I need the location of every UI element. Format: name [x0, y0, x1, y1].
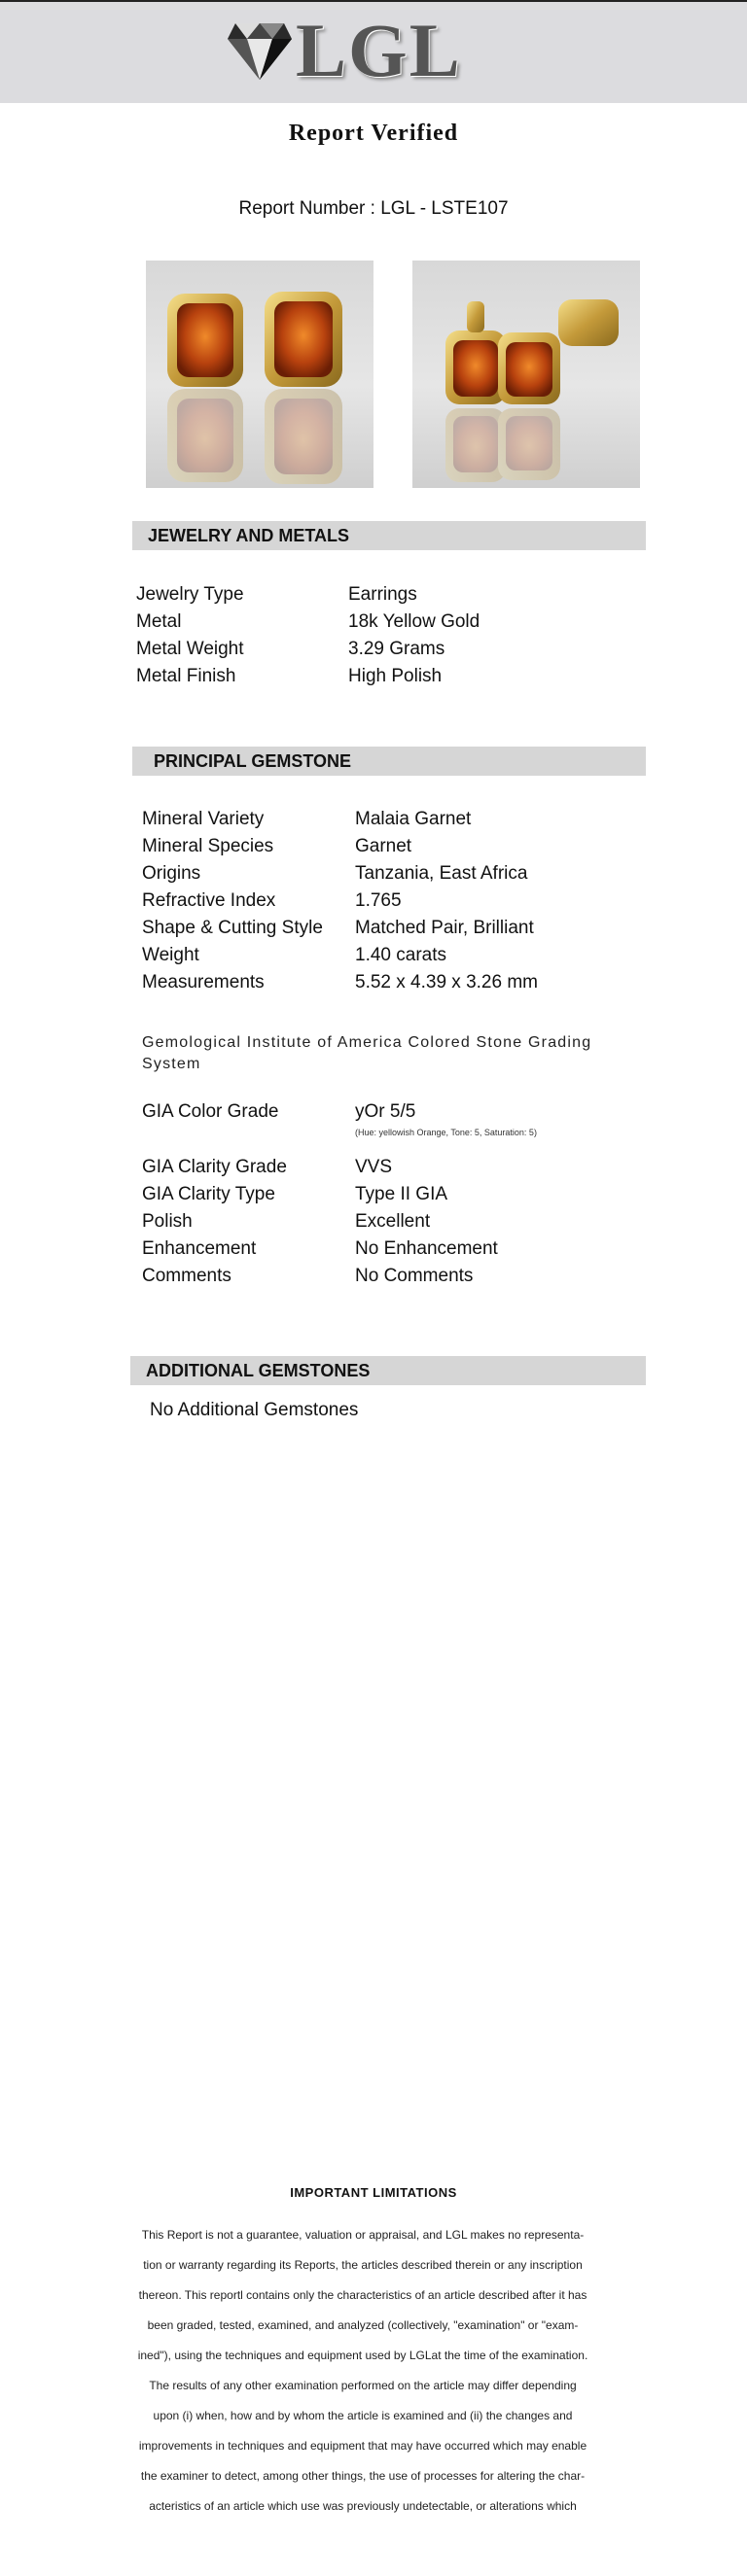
page-title: Report Verified [288, 121, 459, 146]
jewelry-metals-header: JEWELRY AND METALS [132, 521, 646, 550]
metal-value: 18k Yellow Gold [348, 611, 480, 632]
comments-value: No Comments [355, 1266, 474, 1286]
metal-finish-label: Metal Finish [136, 666, 236, 686]
gia-clarity-type-label: GIA Clarity Type [142, 1184, 275, 1204]
lgl-logo[interactable] [226, 8, 462, 92]
metal-finish-value: High Polish [348, 666, 443, 686]
limitations-line: acteristics of an article which use was previously undetectable, or alterations which [149, 2499, 577, 2513]
jewelry-type-value: Earrings [348, 584, 417, 605]
shape-cutting-style-value: Matched Pair, Brilliant [355, 918, 534, 938]
limitations-line: tion or warranty regarding its Reports, the articles described therein or any inscription [143, 2258, 583, 2272]
mineral-species-value: Garnet [355, 836, 412, 856]
gia-color-grade-label: GIA Color Grade [142, 1101, 279, 1122]
jewelry-type-label: Jewelry Type [136, 584, 244, 605]
weight-value: 1.40 carats [355, 945, 446, 965]
mineral-variety-value: Malaia Garnet [355, 809, 472, 829]
color-grade-note: (Hue: yellowish Orange, Tone: 5, Saturation: 5) [355, 1128, 537, 1137]
logo-text: LGL [296, 8, 462, 92]
header-bar [0, 0, 747, 103]
enhancement-label: Enhancement [142, 1238, 257, 1259]
gia-clarity-grade-value: VVS [355, 1157, 393, 1177]
gia-grading-system-text: Gemological Institute of America Colored Stone Grading System [142, 1034, 592, 1072]
gia-clarity-grade-label: GIA Clarity Grade [142, 1157, 287, 1177]
principal-gemstone-header: PRINCIPAL GEMSTONE [132, 747, 646, 776]
limitations-line: The results of any other examination performed on the article may differ depending [149, 2379, 577, 2392]
origins-value: Tanzania, East Africa [355, 863, 528, 884]
gia-clarity-type-value: Type II GIA [355, 1184, 448, 1204]
limitations-line: thereon. This reportl contains only the characteristics of an article described after it has [138, 2288, 587, 2302]
metal-weight-value: 3.29 Grams [348, 639, 445, 659]
additional-gemstones-text: No Additional Gemstones [150, 1400, 359, 1420]
origins-label: Origins [142, 863, 201, 884]
earrings-side-photo [412, 261, 640, 488]
limitations-line: improvements in techniques and equipment that may have occurred which may enable [138, 2439, 587, 2453]
limitations-body [105, 2220, 621, 2522]
measurements-value: 5.52 x 4.39 x 3.26 mm [355, 972, 538, 992]
metal-label: Metal [136, 611, 182, 632]
refractive-index-label: Refractive Index [142, 890, 276, 911]
measurements-label: Measurements [142, 972, 265, 992]
mineral-species-label: Mineral Species [142, 836, 274, 856]
report-number: Report Number : LGL - LSTE107 [238, 198, 509, 219]
weight-label: Weight [142, 945, 199, 965]
limitations-line: ined"), using the techniques and equipment used by LGLat the time of the examination. [137, 2349, 588, 2362]
gia-color-grade-value: yOr 5/5 [355, 1101, 416, 1122]
comments-label: Comments [142, 1266, 231, 1286]
polish-value: Excellent [355, 1211, 431, 1232]
diamond-icon [226, 19, 294, 82]
metal-weight-label: Metal Weight [136, 639, 244, 659]
refractive-index-value: 1.765 [355, 890, 402, 911]
limitations-line: upon (i) when, how and by whom the article is examined and (ii) the changes and [153, 2409, 573, 2422]
limitations-line: the examiner to detect, among other things, the use of processes for altering the char- [140, 2469, 586, 2483]
enhancement-value: No Enhancement [355, 1238, 498, 1259]
limitations-line: This Report is not a guarantee, valuation or appraisal, and LGL makes no representa- [141, 2228, 585, 2242]
additional-gemstones-header: ADDITIONAL GEMSTONES [130, 1356, 646, 1385]
limitations-title: IMPORTANT LIMITATIONS [290, 2185, 457, 2200]
limitations-line: been graded, tested, examined, and analyzed (collectively, "examination" or "exam- [147, 2318, 579, 2332]
shape-cutting-style-label: Shape & Cutting Style [142, 918, 323, 938]
mineral-variety-label: Mineral Variety [142, 809, 265, 829]
polish-label: Polish [142, 1211, 193, 1232]
earrings-front-photo [146, 261, 374, 488]
